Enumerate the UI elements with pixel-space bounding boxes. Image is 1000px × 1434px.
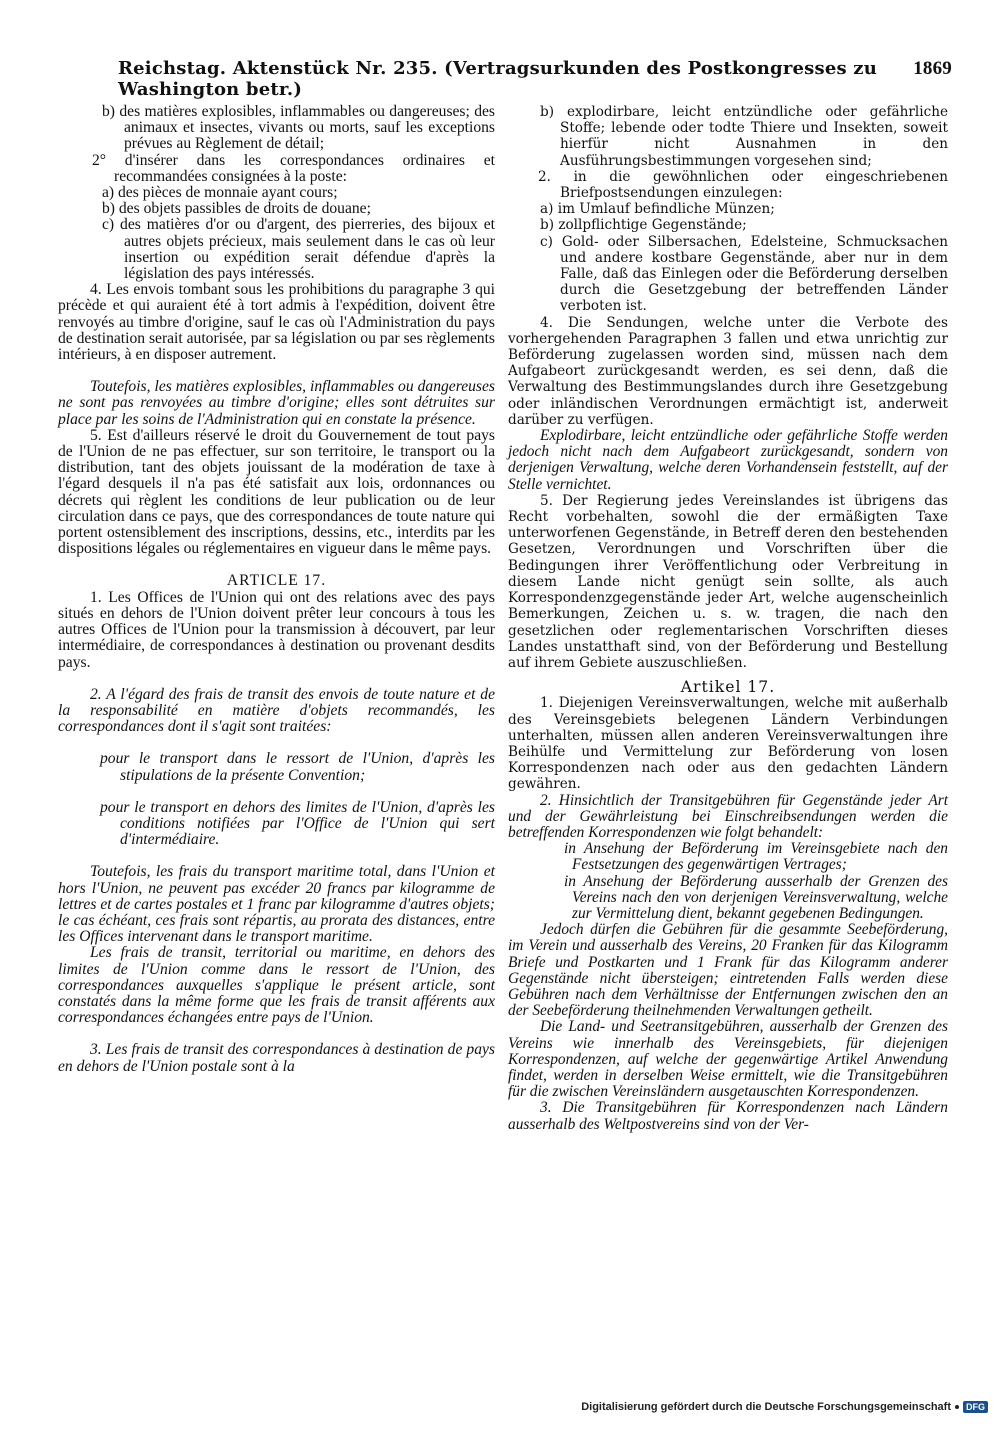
french-paragraph: 3. Les frais de transit des correspondances à destination de pays en dehors de l'Union postale sont à la [58, 1041, 495, 1075]
french-spacer [58, 671, 495, 687]
german-paragraph: in Ansehung der Beförderung im Vereinsgebiete nach den Festsetzungen des gegenwärtigen Vertrages; [564, 840, 948, 874]
german-paragraph: 4. Die Sendungen, welche unter die Verbote des vorhergehenden Paragraphen 3 fallen und etwa unrichtig zur Beförderung zugelassen worden sind, müssen nach dem Aufgabeort zurückgesandt werden, es sei denn, daß die Verwaltung des Bestimmungslandes durch ihre Gesetzgebung oder inländischen Verordnungen ermächtigt ist, anderweit darüber zu verfügen. [508, 314, 948, 428]
french-paragraph: Toutefois, les matières explosibles, inflammables ou dangereuses ne sont pas renvoyées au timbre d'origine; elles sont détruites sur place par les soins de l'Administration qui en constate la présence. [58, 378, 495, 428]
french-paragraph: b) des objets passibles de droits de douane; [102, 200, 371, 218]
french-paragraph: Les frais de transit, territorial ou maritime, en dehors des limites de l'Union comme dans le ressort de l'Union, des correspondances auxquelles s'applique le présent article, sont constatés dans la même forme que les frais de transit afférents aux correspondances échangées entre pays de l'Union. [58, 944, 495, 1027]
german-article-heading: Artikel 17. [680, 678, 776, 697]
french-paragraph: b) des matières explosibles, inflammables ou dangereuses; des animaux et insectes, vivants ou morts, sauf les exceptions prévues au Règlement de détail; [102, 103, 495, 153]
french-spacer [58, 363, 495, 379]
french-paragraph: c) des matières d'or ou d'argent, des pierreries, des bijoux et autres objets précieux, mais seulement dans le cas où leur insertion ou expédition serait défendue d'après la législation des pays intéressés. [102, 216, 495, 283]
german-paragraph: Explodirbare, leicht entzündliche oder gefährliche Stoffe werden jedoch nicht nach dem Aufgabeort zurückgesandt, sondern von derjenigen Verwaltung, welche deren Vorhandensein feststellt, auf der Stelle vernichtet. [508, 427, 948, 493]
page-number: 1869 [913, 58, 952, 79]
german-paragraph: 2. in die gewöhnlichen oder eingeschriebenen Briefpostsendungen einzulegen: [538, 168, 948, 202]
german-paragraph: 2. Hinsichtlich der Transitgebühren für Gegenstände jeder Art und der Gewährleistung bei Einschreibsendungen werden die betreffenden Korrespondenzen wie folgt behandelt: [508, 791, 948, 841]
french-column [58, 104, 495, 1075]
footer-text: Digitalisierung gefördert durch die Deutsche Forschungsgemeinschaft [581, 1401, 951, 1413]
french-paragraph: pour le transport dans le ressort de l'Union, d'après les stipulations de la présente Convention; [100, 750, 495, 784]
german-paragraph: c) Gold- oder Silbersachen, Edelsteine, Schmucksachen und andere kostbare Gegenstände, aber nur in dem Falle, daß das Einlegen oder die Beförderung derselben durch die Gesetzgebung der betreffenden Länder verboten ist. [540, 233, 948, 315]
french-spacer [58, 735, 495, 751]
french-paragraph: Toutefois, les frais du transport maritime total, dans l'Union et hors l'Union, ne peuvent pas excéder 20 francs par kilogramme de lettres et de cartes postales et 1 franc par kilogramme d'autres objets; le cas échéant, ces frais sont répartis, au prorata des distances, entre les Offices intervenant dans le transport maritime. [58, 863, 495, 946]
french-spacer [58, 557, 495, 573]
french-paragraph: 2° d'insérer dans les correspondances ordinaires et recommandées consignées à la poste: [92, 151, 495, 185]
german-paragraph: 1. Diejenigen Vereinsverwaltungen, welche mit außerhalb des Vereinsgebiets belegenen Ländern Verbindungen unterhalten, müssen allen anderen Vereinsverwaltungen ihre Beihülfe und Vermittelung zur Beförderung von losen Korrespondenzen nach oder aus den gedachten Ländern gewähren. [508, 695, 948, 793]
running-title: Reichstag. Aktenstück Nr. 235. (Vertragsurkunden des Postkongresses zu Washington betr.) [118, 58, 877, 100]
french-paragraph: 5. Est d'ailleurs réservé le droit du Gouvernement de tout pays de l'Union de ne pas effectuer, sur son territoire, le transport ou la distribution, tant des objets jouissant de la modération de taxe à l'égard desquels il n'a pas été satisfait aux lois, ordonnances ou décrets qui règlent les conditions de leur publication ou de leur circulation dans ce pays, que des correspondances de toute nature qui portent ostensiblement des inscriptions, dessins, etc., interdits par les dispositions légales ou réglementaires en vigueur dans le même pays. [58, 426, 495, 558]
german-paragraph: Jedoch dürfen die Gebühren für die gesammte Seebeförderung, im Verein und ausserhalb des Vereins, 20 Franken für das Kilogramm Briefe und Postkarten und 1 Frank für das Kilogramm anderer Gegenstände nicht übersteigen; eintretenden Falls werden diese Gebühren nach dem Verhältnisse der Entfernungen zwischen den an der Seebeförderung theilnehmenden Verwaltungen getheilt. [508, 921, 948, 1020]
french-paragraph: 4. Les envois tombant sous les prohibitions du paragraphe 3 qui précède et qui auraient été à tort admis à l'expédition, doivent être renvoyés au timbre d'origine, sauf le cas où l'Administration du pays de destination serait autorisée, par sa législation ou par ses règlements intérieurs, à en disposer autrement. [58, 281, 495, 364]
dfg-logo: DFG [963, 1401, 988, 1413]
french-spacer [58, 784, 495, 800]
separator-dot [955, 1405, 959, 1409]
french-paragraph: a) des pièces de monnaie ayant cours; [102, 184, 338, 202]
french-paragraph: pour le transport en dehors des limites de l'Union, d'après les conditions notifiées par l'Office de l'Union qui sert d'intermédiaire. [100, 798, 495, 849]
german-paragraph: a) im Umlauf befindliche Münzen; [540, 201, 775, 218]
french-paragraph: 1. Les Offices de l'Union qui ont des relations avec des pays situés en dehors de l'Union doivent prêter leur concours à tous les autres Offices de l'Union pour la transmission à découvert, par leur intermédiaire, de correspondances à destination ou provenant desdits pays. [58, 588, 495, 671]
page-header [118, 58, 952, 100]
french-spacer [58, 1026, 495, 1042]
french-article-heading: ARTICLE 17. [226, 572, 327, 590]
footer-credit [581, 1398, 988, 1416]
german-paragraph: 5. Der Regierung jedes Vereinslandes ist übrigens das Recht vorbehalten, sowohl die der ermäßigten Taxe unterworfenen Gegenstände, in Betreff deren den bestehenden Gesetzen, Verordnungen und Vorschriften über die Bedingungen ihrer Veröffentlichung oder Verbreitung in diesem Lande nicht genügt sein sollte, als auch Korrespondenzgegenstände jeder Art, welche augenscheinlich Bemerkungen, Zeichen u. s. w. tragen, die nach den gesetzlichen oder reglementarischen Vorschriften dieses Landes unstatthaft sind, von der Beförderung und Bestellung auf ihrem Gebiete auszuschließen. [508, 492, 948, 671]
german-paragraph: b) zollpflichtige Gegenstände; [540, 217, 747, 234]
german-paragraph: b) explodirbare, leicht entzündliche oder gefährliche Stoffe; lebende oder todte Thiere und Insekten, soweit hierfür nicht Ausnahmen in den Ausführungsbestimmungen vorgesehen sind; [540, 104, 948, 169]
french-spacer [58, 848, 495, 864]
german-paragraph: in Ansehung der Beförderung ausserhalb der Grenzen des Vereins nach den von derjenigen Vereinsverwaltung, welche zur Vermittelung dient, bekannt gegebenen Bedingungen. [564, 872, 948, 922]
german-paragraph: Die Land- und Seetransitgebühren, ausserhalb der Grenzen des Vereins wie innerhalb des Vereinsgebiets, für diejenigen Korrespondenzen, auf welche der gegenwärtige Artikel Anwendung findet, werden in derselben Weise ermittelt, wie die Transitgebühren für die zwischen Vereinsländern ausgetauschten Korrespondenzen. [508, 1018, 948, 1101]
french-paragraph: 2. A l'égard des frais de transit des envois de toute nature et de la responsabilité en matière d'objets recommandés, les correspondances dont il s'agit sont traitées: [58, 685, 495, 736]
german-column [508, 104, 948, 1133]
german-paragraph: 3. Die Transitgebühren für Korrespondenzen nach Ländern ausserhalb des Weltpostvereins sind von der Ver- [508, 1099, 948, 1133]
